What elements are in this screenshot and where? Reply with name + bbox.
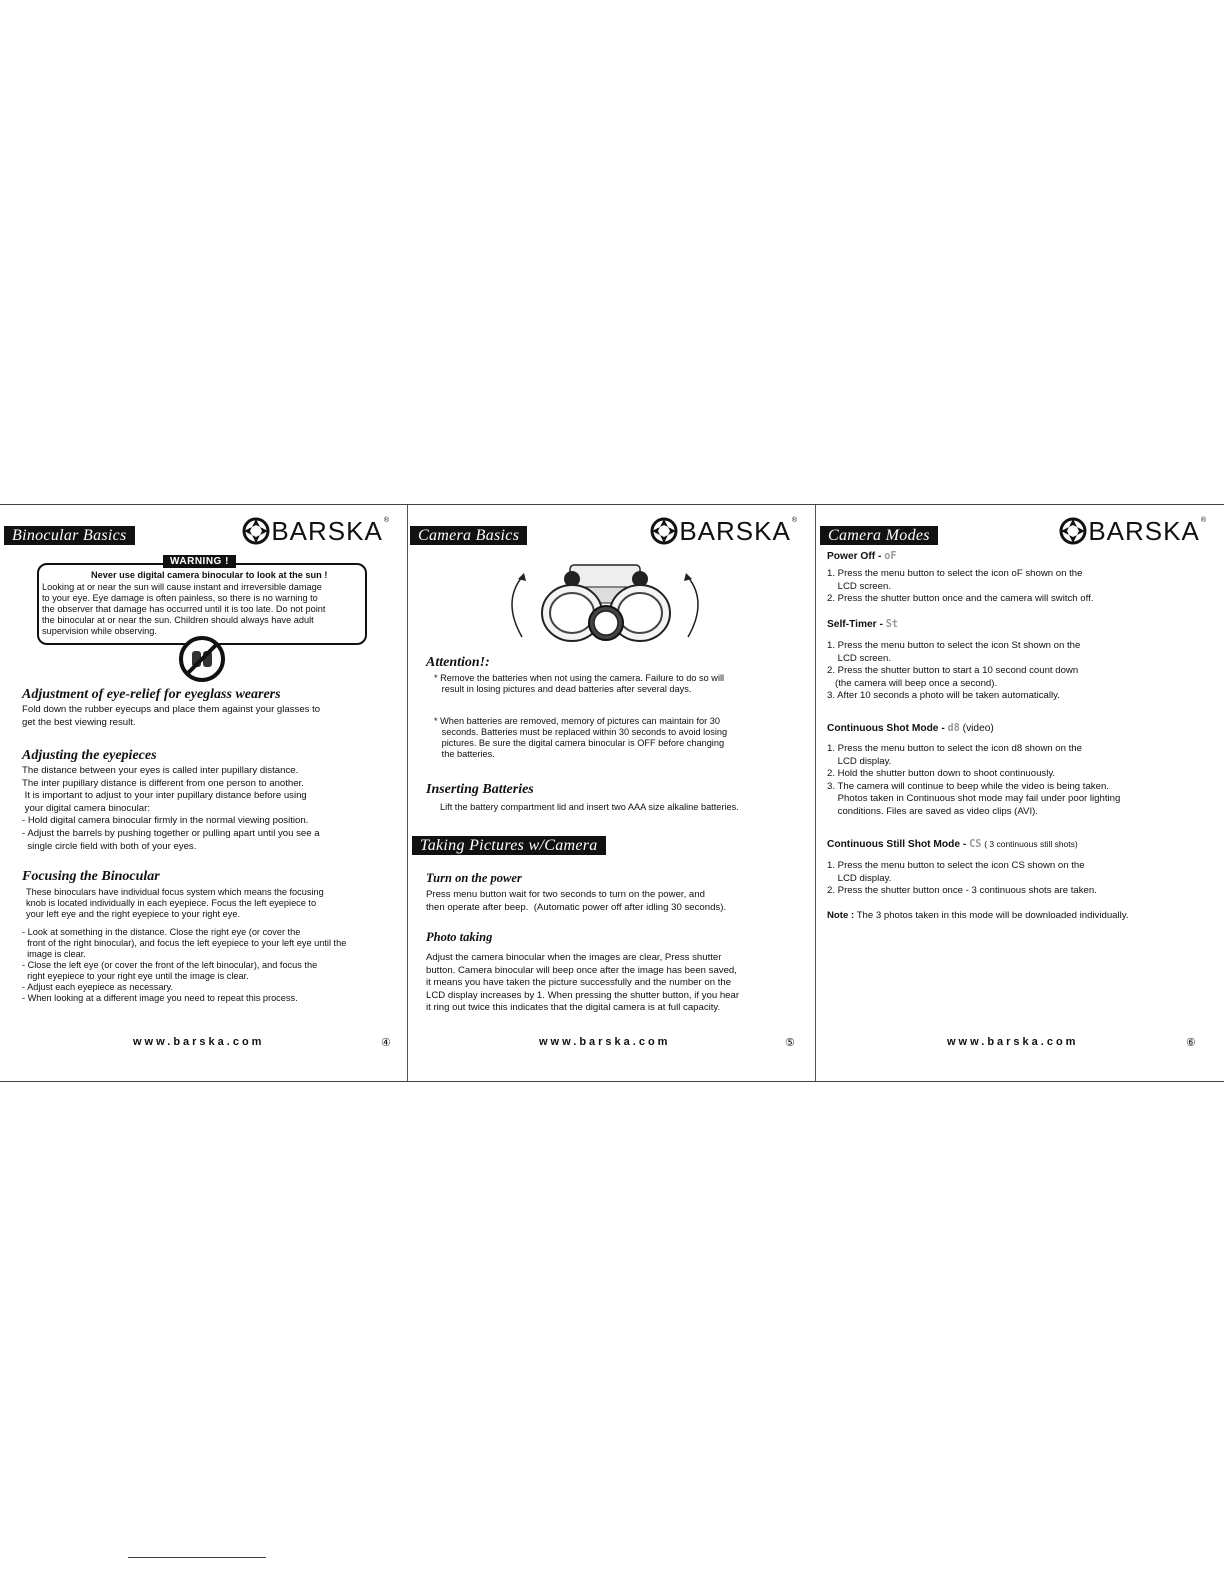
attention-item: * Remove the batteries when not using the camera. Failure to do so will result in losing pictures and dead batteries after several days. (434, 673, 725, 694)
inserting-batteries-heading: Inserting Batteries (426, 782, 534, 797)
bottom-underline (128, 1557, 266, 1558)
continuous-still-steps: 1. Press the menu button to select the icon CS shown on the LCD display. 2. Press the shutter button once - 3 continuous shots are taken. (827, 860, 1097, 897)
barska-logo (649, 517, 797, 545)
footer-url: www.barska.com (133, 1036, 265, 1048)
eye-relief-heading: Adjustment of eye-relief for eyeglass wearers (22, 687, 281, 702)
warning-line: to your eye. Eye damage is often painless, so there is no warning to (42, 593, 318, 603)
warning-line: supervision while observing. (42, 626, 157, 636)
power-off-steps: 1. Press the menu button to select the icon oF shown on the LCD screen. 2. Press the shutter button once and the camera will switch off. (827, 568, 1094, 605)
barska-aperture-icon (649, 517, 679, 545)
manual-spread (0, 504, 1224, 1082)
continuous-still-heading: Continuous Still Shot Mode - CS ( 3 continuous still shots) (827, 839, 1078, 850)
lcd-icon: oF (884, 551, 897, 562)
page-number: ⑤ (785, 1037, 795, 1049)
lcd-icon: d8 (947, 723, 960, 734)
photo-heading: Photo taking (426, 930, 493, 944)
section-title: Binocular Basics (4, 526, 135, 545)
footer-url: www.barska.com (947, 1036, 1079, 1048)
note: Note : The 3 photos taken in this mode will be downloaded individually. (827, 910, 1129, 921)
warning-headline: Never use digital camera binocular to look at the sun ! (91, 570, 328, 580)
eyepieces-heading: Adjusting the eyepieces (22, 748, 157, 763)
section-title: Camera Basics (410, 526, 527, 545)
binocular-camera-illustration (500, 557, 710, 647)
warning-label: WARNING ! (163, 555, 236, 568)
brand-name: BARSKA (679, 516, 791, 546)
binocular-basics-panel (0, 505, 408, 1081)
eyepieces-text: The distance between your eyes is called inter pupillary distance. The inter pupillary distance is different from one person to another. It is important to adjust to your inter pupillary distance before using your digital camera binocular: - Hold digital camera binocular firmly in the normal viewing position. - Adjust the barrels by pushing together or pulling apart until you see a single circle field with both of your eyes. (22, 765, 320, 852)
focusing-heading: Focusing the Binocular (22, 869, 160, 884)
camera-basics-panel (408, 505, 816, 1081)
camera-modes-panel (816, 505, 1224, 1081)
continuous-shot-heading: Continuous Shot Mode - d8 (video) (827, 723, 994, 734)
lcd-icon: CS (969, 839, 982, 850)
warning-line: Looking at or near the sun will cause instant and irreversible damage (42, 582, 322, 592)
barska-aperture-icon (241, 517, 271, 545)
section-title: Camera Modes (820, 526, 938, 545)
focusing-intro: These binoculars have individual focus system which means the focusing knob is located individually in each eyepiece. Focus the left eyepiece to your left eye and the right eyepiece to your right eye. (26, 887, 324, 919)
footer-url: www.barska.com (539, 1036, 671, 1048)
barska-logo (241, 517, 389, 545)
photo-text: Adjust the camera binocular when the images are clear, Press shutter button. Camera binocular will beep once after the image has been saved, it means you have taken the picture successfully and the number on the LCD display increases by 1. When pressing the shutter button, if you hear it ring out twice this indicates that the digital camera is at full capacity. (426, 952, 740, 1014)
attention-item: * When batteries are removed, memory of pictures can maintain for 30 seconds. Batteries must be replaced within 30 seconds to avoid losing pictures. Be sure the digital camera binocular is OFF before changing the batteries. (434, 716, 728, 759)
barska-logo (1058, 517, 1206, 545)
brand-name: BARSKA (1088, 516, 1200, 546)
lcd-icon: St (885, 619, 898, 630)
barska-aperture-icon (1058, 517, 1088, 545)
self-timer-steps: 1. Press the menu button to select the icon St shown on the LCD screen. 2. Press the shutter button to start a 10 second count down (the camera will beep once a second). 3. After 10 seconds a photo will be taken automatically. (827, 640, 1081, 702)
page-number: ⑥ (1186, 1037, 1196, 1049)
page-number: ④ (381, 1037, 391, 1049)
no-sun-viewing-icon (178, 635, 226, 683)
power-off-heading: Power Off - oF (827, 551, 897, 562)
inserting-batteries-text: Lift the battery compartment lid and insert two AAA size alkaline batteries. (440, 802, 739, 812)
warning-line: the observer that damage has occurred until it is too late. Do not point (42, 604, 326, 614)
registered-mark: ® (383, 517, 389, 524)
focusing-steps: - Look at something in the distance. Close the right eye (or cover the front of the right binocular), and focus the left eyepiece to your left eye until the image is clear. - Close the left eye (or cover the front of the left binocular), and focus the right eyepiece to your right eye until the image is clear. - Adjust each eyepiece as necessary. - When looking at a different image you need to repeat this process. (22, 927, 347, 1003)
warning-line: the binocular at or near the sun. Children should always have adult (42, 615, 314, 625)
eye-relief-text: Fold down the rubber eyecups and place them against your glasses to get the best viewing result. (22, 704, 321, 728)
power-heading: Turn on the power (426, 871, 522, 885)
brand-name: BARSKA (271, 516, 383, 546)
registered-mark: ® (791, 517, 797, 524)
continuous-shot-steps: 1. Press the menu button to select the icon d8 shown on the LCD display. 2. Hold the shutter button down to shoot continuously. 3. The camera will continue to beep while the video is being taken. Photos taken in Continuous shot mode may fail under poor lighting conditions. Files are saved as video clips (AVI). (827, 743, 1121, 817)
self-timer-heading: Self-Timer - St (827, 619, 898, 630)
attention-heading: Attention!: (426, 655, 490, 670)
power-text: Press menu button wait for two seconds to turn on the power, and then operate after beep. (Automatic power off after idling 30 seconds). (426, 889, 727, 913)
section-title: Taking Pictures w/Camera (412, 836, 606, 855)
registered-mark: ® (1200, 517, 1206, 524)
